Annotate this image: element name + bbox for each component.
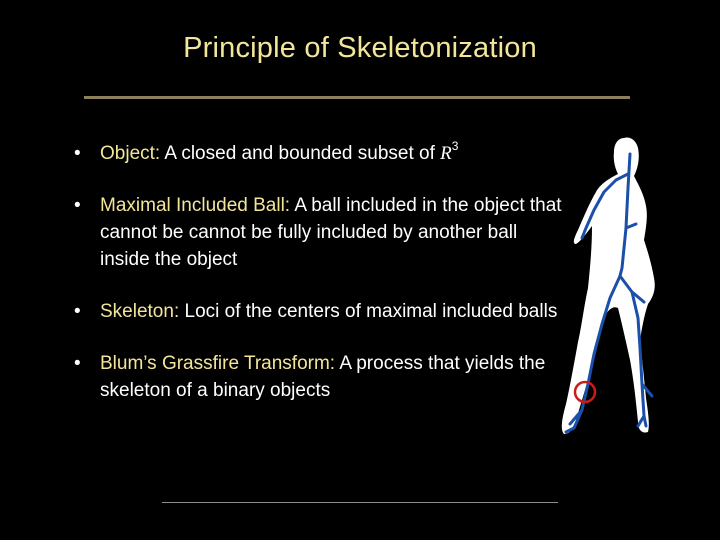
math-symbol: R (440, 143, 452, 164)
bullet-text: Loci of the centers of maximal included balls (179, 301, 558, 322)
math-superscript: 3 (451, 138, 459, 153)
bullet-marker: • (74, 353, 81, 374)
bullet-maximal-included-ball (72, 192, 562, 273)
slide-title: Principle of Skeletonization (183, 32, 537, 64)
bullet-object (72, 140, 562, 167)
skeleton-figure (552, 128, 712, 446)
bottom-divider (162, 502, 558, 503)
bullet-term: Maximal Included Ball: (100, 195, 291, 216)
bullet-marker: • (74, 301, 81, 322)
bullet-text: A process that yields the skeleton of a binary objects (100, 353, 546, 401)
bullet-skeleton (72, 298, 562, 325)
bullet-term: Blum’s Grassfire Transform: (100, 353, 336, 374)
bullet-marker: • (74, 143, 81, 164)
title-divider (84, 96, 630, 99)
bullet-text: A ball included in the object that cannot be cannot be fully included by another ball inside the object (100, 195, 562, 270)
bullet-grassfire-transform (72, 350, 562, 404)
bullet-list (72, 140, 562, 429)
bullet-term: Skeleton: (100, 301, 180, 322)
bullet-marker: • (74, 195, 81, 216)
bullet-text: A closed and bounded subset of (160, 143, 441, 164)
bullet-term: Object: (100, 143, 161, 164)
